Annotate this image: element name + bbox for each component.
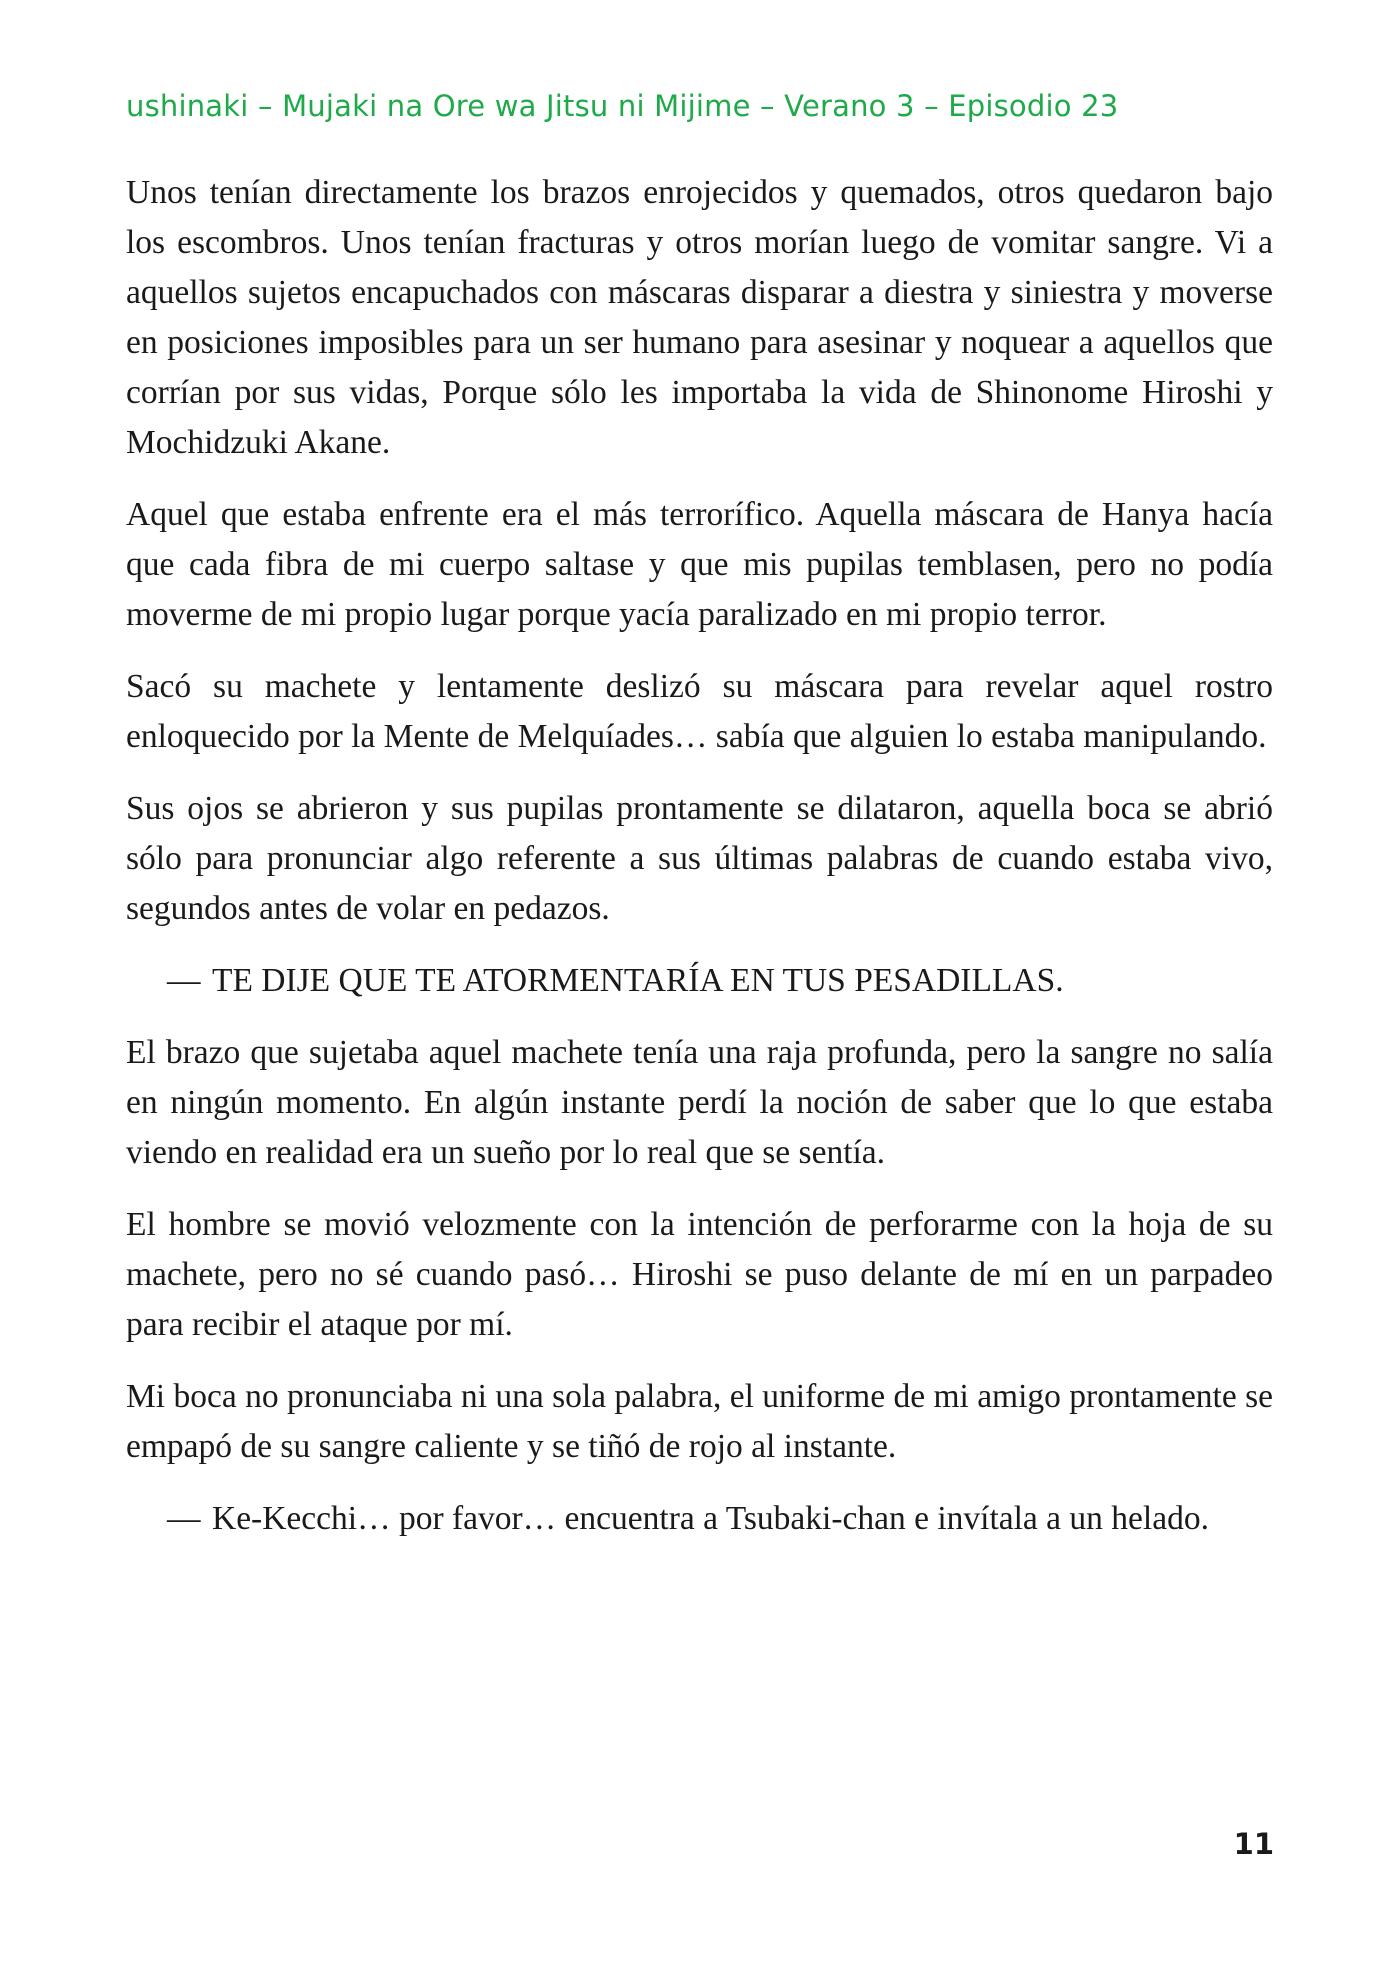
paragraph-5: El brazo que sujetaba aquel machete tenía una raja profunda, pero la sangre no salía en ningún momento. En algún instante perdí la noción de saber que lo que estaba viendo en realidad era un sueño por lo real que se sentía.: [126, 1034, 1273, 1171]
body-text: [126, 168, 1273, 1566]
running-header: ushinaki – Mujaki na Ore wa Jitsu ni Mijime – Verano 3 – Episodio 23: [126, 89, 1119, 123]
paragraph-7: Mi boca no pronunciaba ni una sola palabra, el uniforme de mi amigo prontamente se empapó de su sangre caliente y se tiñó de rojo al instante.: [126, 1378, 1274, 1465]
dialogue-dash: —: [167, 962, 201, 999]
paragraph-2: Aquel que estaba enfrente era el más terrorífico. Aquella máscara de Hanya hacía que cada fibra de mi cuerpo saltase y que mis pupilas temblasen, pero no podía moverme de mi propio lugar porque yacía paralizado en mi propio terror.: [126, 496, 1273, 633]
dialogue-line-2: [126, 1494, 1273, 1544]
dialogue-line-1: [126, 956, 1273, 1006]
paragraph-3: Sacó su machete y lentamente deslizó su máscara para revelar aquel rostro enloquecido por la Mente de Melquíades… sabía que alguien lo estaba manipulando.: [126, 668, 1273, 755]
dialogue-text-1: TE DIJE QUE TE ATORMENTARÍA EN TUS PESADILLAS.: [212, 962, 1064, 999]
paragraph-6: El hombre se movió velozmente con la intención de perforarme con la hoja de su machete, pero no sé cuando pasó… Hiroshi se puso delante de mí en un parpadeo para recibir el ataque por mí.: [126, 1206, 1273, 1343]
page-number: 11: [1233, 1827, 1274, 1861]
paragraph-4: Sus ojos se abrieron y sus pupilas prontamente se dilataron, aquella boca se abrió sólo para pronunciar algo referente a sus últimas palabras de cuando estaba vivo, segundos antes de volar en pedazos.: [126, 790, 1273, 927]
dialogue-text-2: Ke-Kecchi… por favor… encuentra a Tsubaki-chan e invítala a un helado.: [212, 1500, 1209, 1537]
dialogue-dash: —: [167, 1500, 201, 1537]
paragraph-1: Unos tenían directamente los brazos enrojecidos y quemados, otros quedaron bajo los escombros. Unos tenían fracturas y otros morían luego de vomitar sangre. Vi a aquellos sujetos encapuchados con máscaras disparar a diestra y siniestra y moverse en posiciones imposibles para un ser humano para asesinar y noquear a aquellos que corrían por sus vidas, Porque sólo les importaba la vida de Shinonome Hiroshi y Mochidzuki Akane.: [126, 174, 1273, 461]
